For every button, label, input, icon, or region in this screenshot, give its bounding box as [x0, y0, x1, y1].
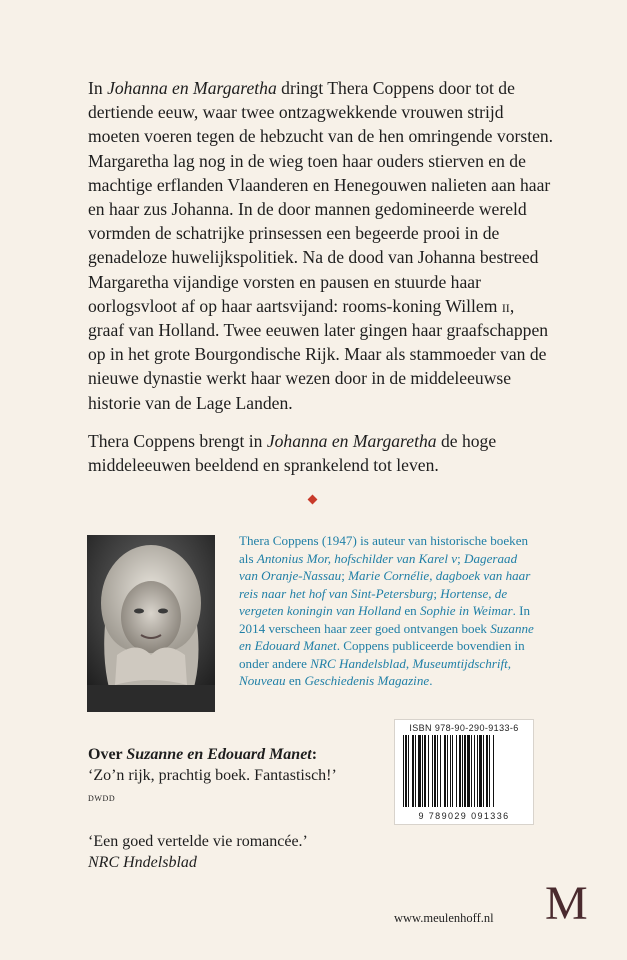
barcode-bar — [428, 735, 429, 807]
barcode-bar — [434, 735, 436, 807]
bio-book-title: Dageraad van Oranje-Nassau — [239, 550, 518, 583]
barcode-bar — [459, 735, 461, 807]
barcode-bar — [486, 735, 488, 807]
blurb-text: Thera Coppens brengt in — [88, 430, 267, 451]
review-quotes — [88, 744, 388, 873]
publisher-logo: M — [545, 877, 588, 930]
bio-book-title: Antonius Mor, hofschilder van Karel v — [256, 550, 458, 566]
barcode-bar — [415, 735, 416, 807]
review-heading — [88, 744, 388, 765]
author-portrait-icon — [87, 535, 215, 712]
barcode-bar — [471, 735, 472, 807]
bio-book-title: Marie Cornélie, dagboek van haar reis naar het hof van Sint-Petersburg — [239, 568, 531, 601]
blurb-text: In — [88, 78, 108, 98]
bio-text: . — [429, 673, 433, 688]
roman-numeral: ii — [501, 295, 510, 316]
barcode-bar — [447, 735, 448, 807]
blurb-paragraph-2 — [88, 429, 554, 477]
bio-publication: NRC Handelsblad — [310, 655, 406, 671]
bio-text: . In 2014 verscheen haar zeer goed ontvangen boek — [239, 603, 531, 636]
review-quote-1: ‘Zo’n rijk, prachtig boek. Fantastisch!’ — [88, 767, 337, 784]
author-bio — [239, 532, 539, 690]
bio-text: en — [401, 603, 420, 618]
barcode-bar — [477, 735, 478, 807]
bio-publication: Museumtijdschrift — [412, 655, 508, 671]
bio-text: Thera Coppens (1947) is auteur van historische boeken als — [239, 533, 529, 566]
barcode-bar — [489, 735, 490, 807]
barcode-bar — [412, 735, 414, 807]
barcode-bar — [493, 735, 494, 807]
diamond-ornament — [308, 495, 318, 505]
barcode-bar — [474, 735, 475, 807]
barcode-icon — [403, 735, 525, 807]
barcode-bar — [464, 735, 466, 807]
book-title: Johanna en Margaretha — [266, 430, 437, 451]
barcode-bar — [467, 735, 470, 807]
barcode-bar — [456, 735, 457, 807]
bio-book-title: Sophie in Weimar — [419, 603, 513, 618]
barcode-bar — [440, 735, 441, 807]
author-photo — [87, 535, 215, 712]
blurb-paragraph-1 — [88, 76, 554, 415]
barcode-bar — [422, 735, 423, 807]
review-source-1: dwdd — [88, 792, 116, 804]
blurb-text: dringt Thera Coppens door tot de dertiende eeuw, waar twee ontzagwekkende vrouwen strijd moeten voeren tegen de hebzucht van de hen omringende vorsten. Margaretha lag nog in de wieg toen haar ouders stierven en de machtige erflanden Vlaanderen en Henegouwen nalieten aan haar en haar zus Johanna. In de door mannen gedomineerde wereld vormden de schatrijke prinsessen een begeerde prooi in de genadeloze huwelijkspolitiek. Na de dood van Johanna bestreed Margaretha vijandige vorsten en pausen en stuurde haar oorlogsvloot af op haar aartsvijand: rooms-koning Willem — [88, 78, 554, 316]
barcode-bar — [418, 735, 421, 807]
bio-text: ; — [341, 568, 349, 583]
isbn-digits: 9 789029 091336 — [418, 811, 510, 821]
bio-text: ; — [433, 585, 441, 601]
bio-text: , — [405, 655, 413, 671]
barcode-bar — [483, 735, 484, 807]
barcode-bar — [479, 735, 482, 807]
barcode-bar — [452, 735, 453, 807]
book-title: Johanna en Margaretha — [107, 78, 277, 98]
barcode-bar — [462, 735, 463, 807]
review-quote-2: ‘Een goed vertelde vie romancée.’ — [88, 833, 308, 850]
blurb-text: , graaf van Holland. Twee eeuwen later gingen haar graafschappen op in het grote Bourgondische Rijk. Maar als stammoeder van de nieuwe dynastie werkt haar wezen door in de middeleeuwse historie van de Lage Landen. — [88, 295, 549, 413]
barcode-bar — [450, 735, 451, 807]
barcode-bar — [405, 735, 407, 807]
review-book-title: Suzanne en Edouard Manet — [126, 746, 312, 763]
bio-text: , — [507, 655, 512, 671]
bio-book-title: Hortense, de vergeten koningin van Holland — [239, 585, 508, 618]
review-source-2: NRC Hndelsblad — [88, 854, 197, 871]
barcode-bar — [444, 735, 446, 807]
bio-text: ; — [457, 550, 465, 566]
bio-publication: Nouveau — [239, 673, 286, 688]
barcode-bar — [437, 735, 438, 807]
isbn-barcode — [394, 719, 534, 825]
blurb — [88, 76, 554, 491]
barcode-bar — [408, 735, 409, 807]
blurb-text: de hoge middeleeuwen beeldend en sprankelend tot leven. — [88, 430, 497, 476]
barcode-bar — [403, 735, 404, 807]
isbn-label: ISBN 978-90-290-9133-6 — [409, 723, 519, 733]
bio-text: . Coppens publiceerde bovendien in onder andere — [239, 638, 525, 671]
review-heading-text: : — [311, 746, 318, 763]
barcode-bar — [424, 735, 426, 807]
publisher-url: www.meulenhoff.nl — [394, 911, 494, 925]
bio-text: en — [285, 673, 305, 688]
bio-book-title: Suzanne en Edouard Manet — [239, 620, 534, 653]
review-heading-text: Over — [88, 746, 127, 763]
bio-publication: Geschiedenis Magazine — [304, 673, 430, 688]
barcode-bar — [432, 735, 433, 807]
